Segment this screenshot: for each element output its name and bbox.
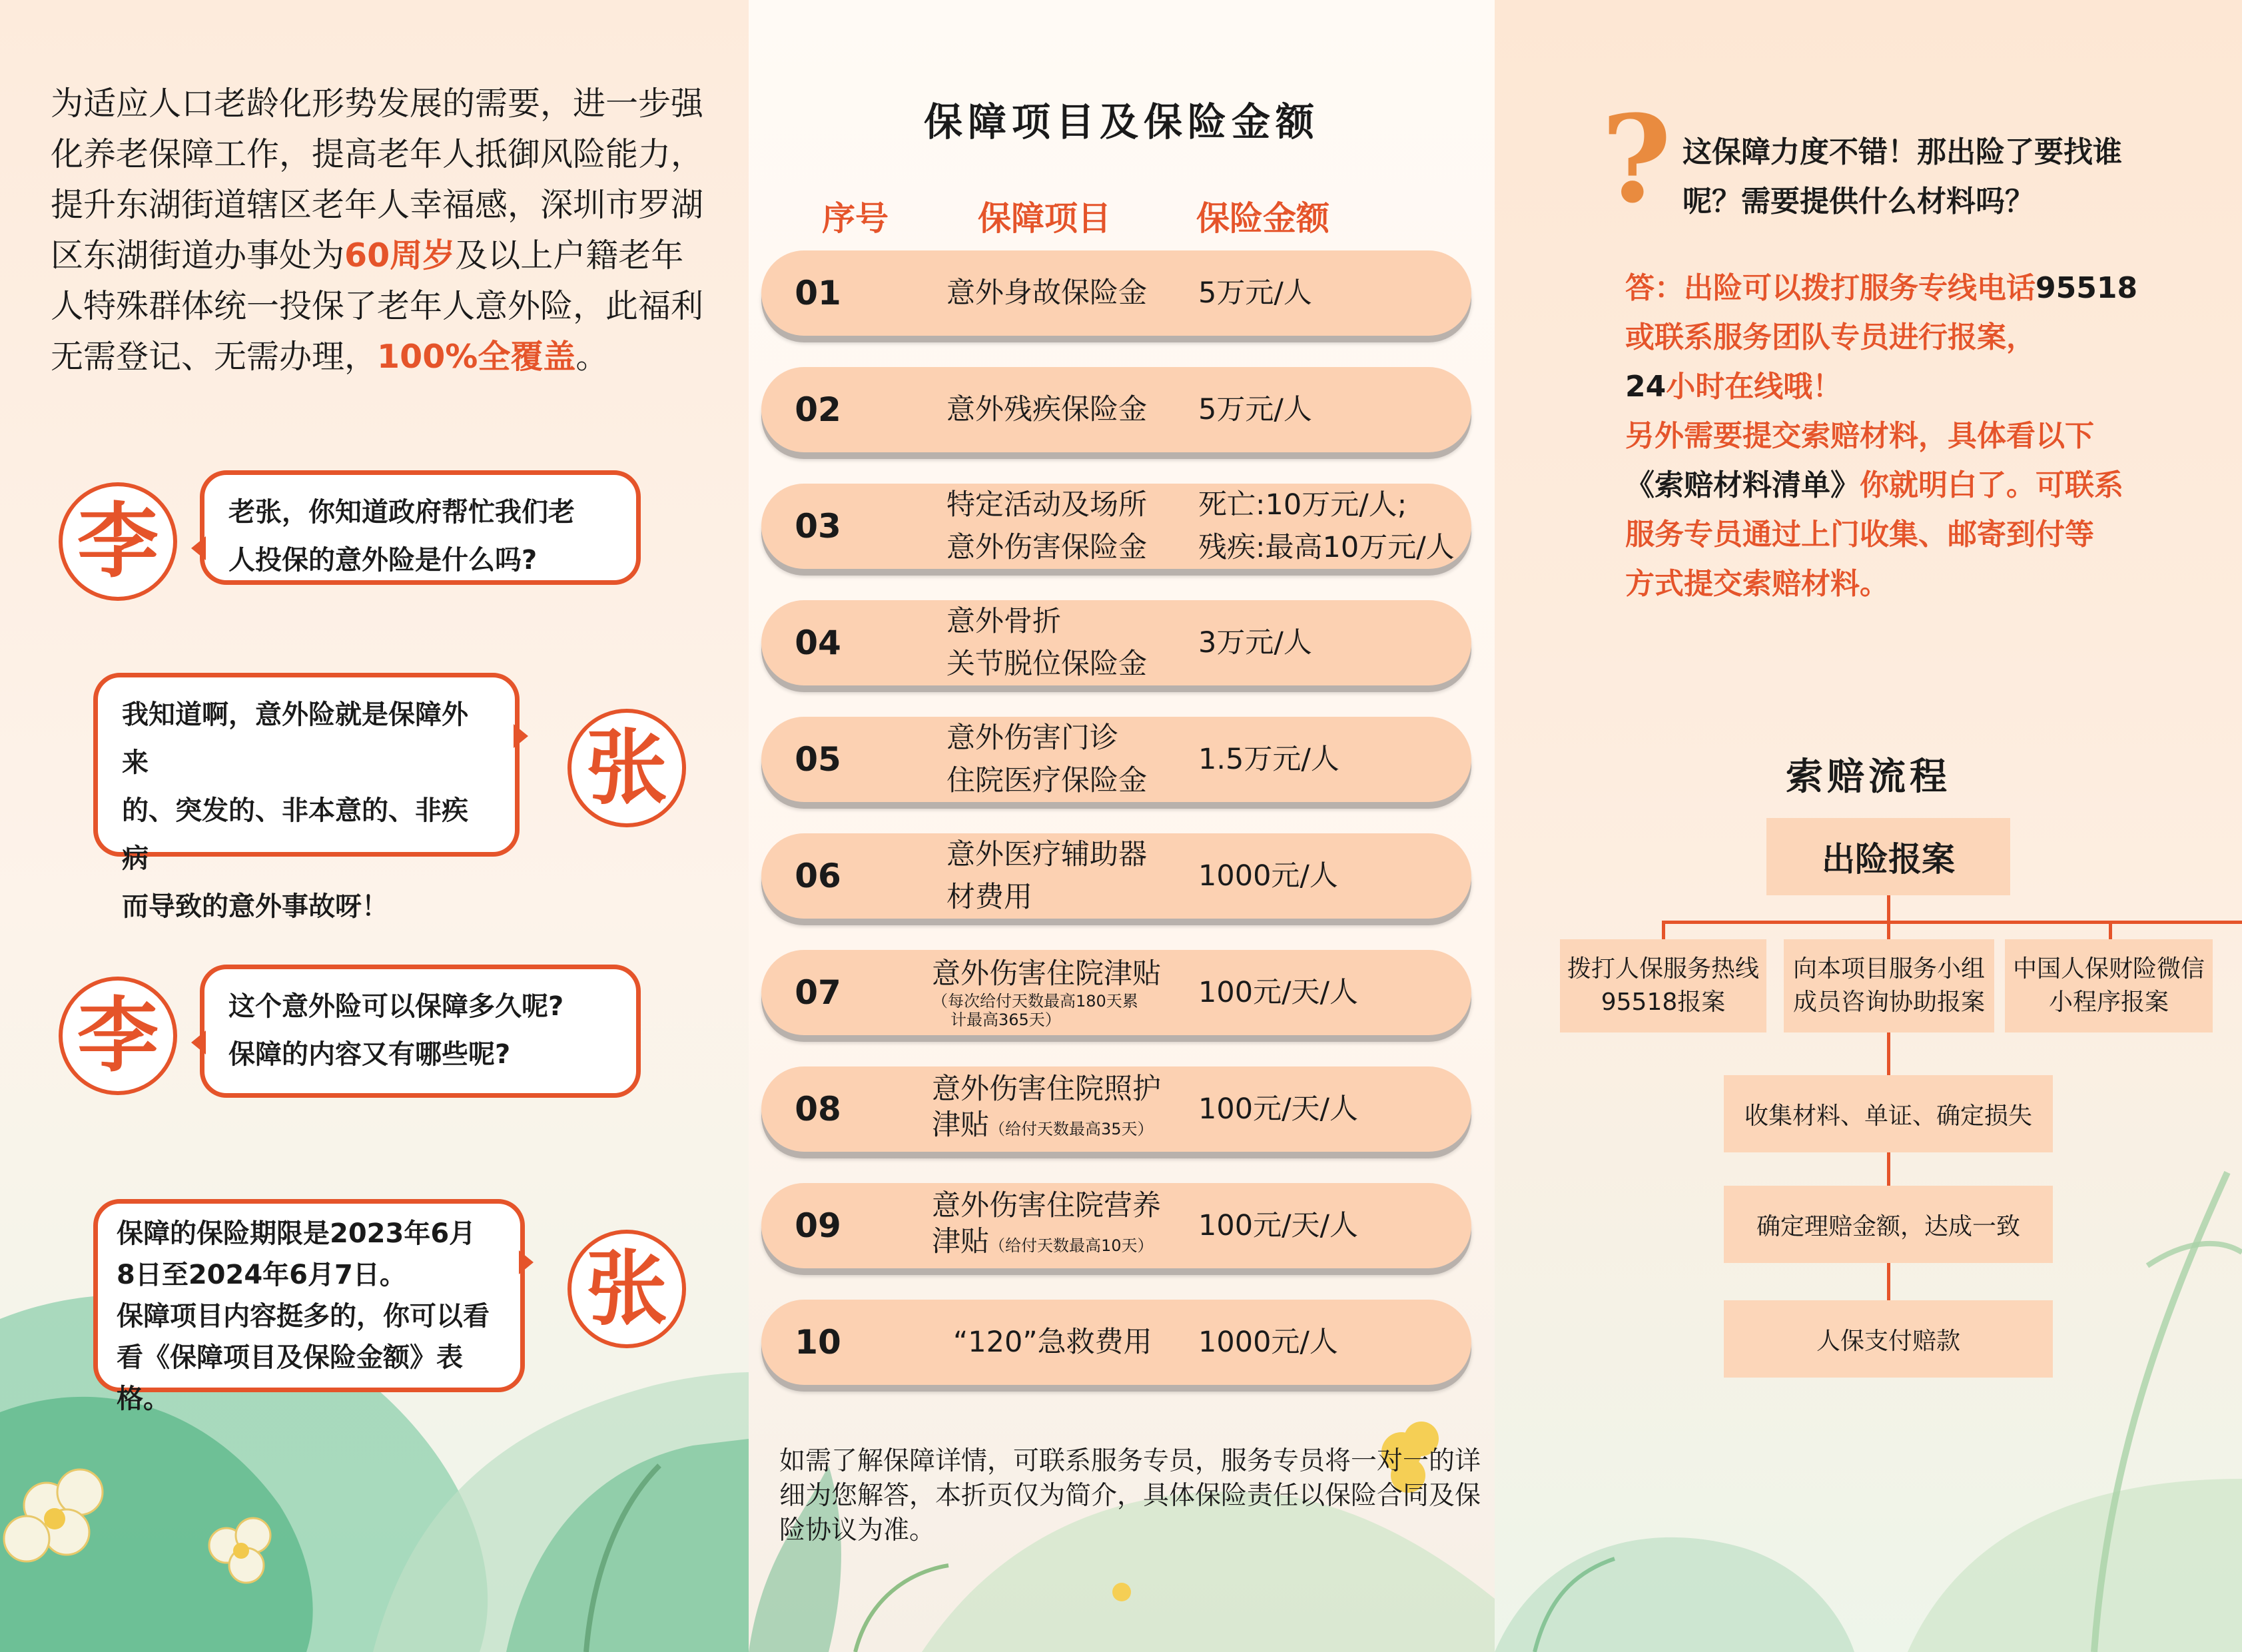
row-number: 08 <box>795 1090 841 1128</box>
row-amount: 100元/天/人 <box>1198 1092 1359 1126</box>
header-item: 保障项目 <box>978 199 1111 238</box>
dialog-bubble-2 <box>93 673 520 922</box>
table-row <box>761 717 1471 802</box>
row-number: 02 <box>795 390 841 429</box>
question-text: 这保障力度不错！那出险了要找谁 呢？需要提供什么材料吗？ <box>1682 135 2122 218</box>
table-row <box>761 1300 1471 1385</box>
dialog-line: 这个意外险可以保障多久呢? <box>228 991 564 1022</box>
flow-branch-hotline: 拨打人保服务热线 95518报案 <box>1560 939 1766 1032</box>
speaker-zhang-badge: 张 <box>567 709 686 827</box>
header-number: 序号 <box>822 199 889 238</box>
row-item: 意外骨折 关节脱位保险金 <box>946 605 1147 681</box>
row-number: 03 <box>795 507 841 546</box>
table-row <box>761 1183 1471 1268</box>
row-number: 04 <box>795 623 841 662</box>
flow-step-confirm: 确定理赔金额，达成一致 <box>1724 1186 2053 1263</box>
row-item: 意外伤害住院津贴 （每次给付天数最高180天累 计最高365天） <box>932 957 1161 1029</box>
dialog-line: 保障的保险期限是2023年6月 <box>117 1218 476 1249</box>
header-amount: 保险金额 <box>1196 199 1329 238</box>
row-amount: 100元/天/人 <box>1198 976 1359 1009</box>
middle-panel <box>749 0 1495 1652</box>
flow-connector <box>1662 921 1665 941</box>
row-number: 01 <box>795 274 841 312</box>
dialog-line: 我知道啊，意外险就是保障外来 <box>122 699 468 778</box>
table-row <box>761 1066 1471 1152</box>
speaker-li-badge: 李 <box>59 482 177 601</box>
leaf-illustration <box>749 0 1495 1652</box>
table-row <box>761 600 1471 685</box>
question-mark-icon: ? <box>1601 89 1672 230</box>
row-item: 意外身故保险金 <box>946 276 1147 310</box>
dialog-line: 看《保障项目及保险金额》表格。 <box>117 1342 463 1414</box>
answer-text: 答：出险可以拨打服务专线电话95518 或联系服务团队专员进行报案， 24小时在线哦！ 另外需要提交索赔材料，具体看以下 《索赔材料清单》你就明白了。可联系 服务专员通过上门收集、邮寄到付等 方式提交索赔材料。 <box>1625 271 2138 601</box>
dialog-line: 8日至2024年6月7日。 <box>117 1260 406 1290</box>
row-item: 特定活动及场所 意外伤害保险金 <box>946 488 1147 564</box>
left-panel <box>0 0 749 1652</box>
row-amount: 1000元/人 <box>1198 1326 1338 1359</box>
row-number: 06 <box>795 857 841 895</box>
table-row <box>761 950 1471 1035</box>
dialog-line: 老张，你知道政府帮忙我们老 <box>228 497 575 528</box>
speaker-zhang-badge: 张 <box>567 1230 686 1348</box>
dialog-bubble-3 <box>200 965 641 1098</box>
flow-connector <box>1887 1263 1890 1302</box>
intro-paragraph: 为适应人口老龄化形势发展的需要，进一步强化养老保障工作，提高老年人抵御风险能力，提升东湖街道辖区老年人幸福感，深圳市罗湖区东湖街道办事处为60周岁及以上户籍老年人特殊群体统一投保了老年人意外险，此福利无需登记、无需办理，100%全覆盖。 <box>51 85 704 376</box>
flow-step-report: 出险报案 <box>1766 818 2010 895</box>
claim-flow-title: 索赔流程 <box>1786 755 1951 799</box>
dialog-bubble-1 <box>200 470 641 585</box>
table-row <box>761 367 1471 452</box>
row-amount: 1.5万元/人 <box>1198 743 1339 776</box>
row-item: 意外伤害住院营养 津贴（给付天数最高10天） <box>932 1189 1161 1258</box>
table-row <box>761 250 1471 336</box>
table-row <box>761 833 1471 919</box>
flow-connector <box>1887 921 1890 941</box>
right-panel <box>1495 0 2242 1652</box>
dialog-line: 人投保的意外险是什么吗? <box>228 545 538 576</box>
dialog-line: 的、突发的、非本意的、非疾病 <box>122 795 468 874</box>
speaker-li-badge: 李 <box>59 977 177 1095</box>
disclaimer-note: 如需了解保障详情，可联系服务专员，服务专员将一对一的详细为您解答，本折页仅为简介，具体保险责任以保险合同及保险协议为准。 <box>779 1446 1481 1545</box>
flow-connector <box>1887 1152 1890 1187</box>
dialog-line: 而导致的意外事故呀！ <box>122 891 388 922</box>
row-amount: 5万元/人 <box>1198 276 1312 310</box>
dialog-line: 保障的内容又有哪些呢? <box>228 1039 511 1070</box>
row-number: 09 <box>795 1206 841 1245</box>
row-number: 05 <box>795 740 841 779</box>
row-amount: 3万元/人 <box>1198 626 1312 659</box>
row-item: 意外残疾保险金 <box>946 393 1147 426</box>
dialog-bubble-4 <box>93 1199 525 1414</box>
row-item: 意外医疗辅助器 材费用 <box>946 838 1147 914</box>
flow-step-collect: 收集材料、单证、确定损失 <box>1724 1075 2053 1152</box>
row-number: 10 <box>795 1323 841 1362</box>
row-item: “120”急救费用 <box>953 1326 1152 1359</box>
table-row <box>761 484 1471 569</box>
flow-connector <box>1887 895 1890 922</box>
flow-branch-team: 向本项目服务小组 成员咨询协助报案 <box>1784 939 1994 1032</box>
flow-branch-wechat: 中国人保财险微信 小程序报案 <box>2005 939 2213 1032</box>
row-amount: 1000元/人 <box>1198 859 1338 893</box>
flow-step-payment: 人保支付赔款 <box>1724 1300 2053 1378</box>
row-amount: 死亡:10万元/人; 残疾:最高10万元/人 <box>1198 488 1455 564</box>
dialog-line: 保障项目内容挺多的，你可以看 <box>117 1301 490 1332</box>
coverage-table-title: 保障项目及保险金额 <box>923 99 1319 145</box>
flow-connector <box>1662 921 2242 924</box>
row-item: 意外伤害住院照护 津贴（给付天数最高35天） <box>932 1072 1161 1142</box>
row-item: 意外伤害门诊 住院医疗保险金 <box>946 721 1147 797</box>
row-number: 07 <box>795 973 841 1012</box>
row-amount: 100元/天/人 <box>1198 1209 1359 1242</box>
flow-connector <box>1887 1032 1890 1076</box>
row-amount: 5万元/人 <box>1198 393 1312 426</box>
flow-connector <box>2109 921 2112 941</box>
